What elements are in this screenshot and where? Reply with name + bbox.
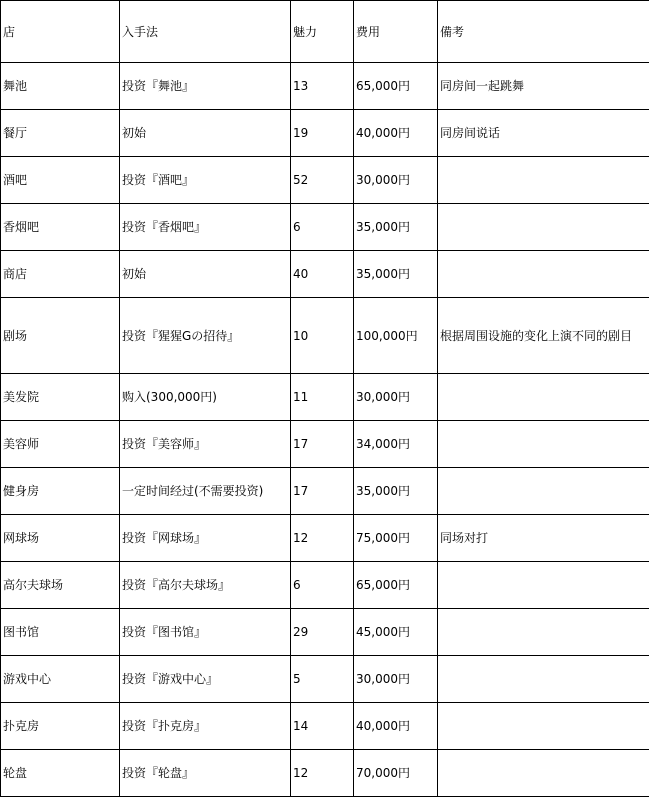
table-row — [1, 110, 649, 157]
cell-note — [438, 609, 649, 656]
cell-note — [438, 703, 649, 750]
cell-shop: 网球场 — [1, 515, 120, 562]
table-row — [1, 515, 649, 562]
table-row — [1, 157, 649, 204]
cell-method: 投资『猩猩Gの招待』 — [120, 298, 291, 374]
shop-table-body — [1, 1, 649, 797]
cell-cost: 30,000円 — [354, 374, 438, 421]
cell-method: 投资『高尔夫球场』 — [120, 562, 291, 609]
cell-method: 投资『网球场』 — [120, 515, 291, 562]
table-row — [1, 562, 649, 609]
cell-shop: 轮盘 — [1, 750, 120, 797]
cell-method: 投资『美容师』 — [120, 421, 291, 468]
cell-charm: 52 — [291, 157, 354, 204]
table-row — [1, 468, 649, 515]
cell-charm: 17 — [291, 421, 354, 468]
cell-shop: 商店 — [1, 251, 120, 298]
cell-note — [438, 157, 649, 204]
cell-note: 根据周围设施的变化上演不同的剧目 — [438, 298, 649, 374]
header-charm: 魅力 — [291, 1, 354, 63]
cell-shop: 扑克房 — [1, 703, 120, 750]
cell-cost: 35,000円 — [354, 251, 438, 298]
cell-cost: 35,000円 — [354, 468, 438, 515]
table-row — [1, 421, 649, 468]
cell-cost: 30,000円 — [354, 157, 438, 204]
cell-charm: 10 — [291, 298, 354, 374]
cell-note: 同场对打 — [438, 515, 649, 562]
cell-shop: 美发院 — [1, 374, 120, 421]
cell-note: 同房间说话 — [438, 110, 649, 157]
cell-note — [438, 562, 649, 609]
cell-cost: 35,000円 — [354, 204, 438, 251]
cell-cost: 30,000円 — [354, 656, 438, 703]
cell-method: 投资『香烟吧』 — [120, 204, 291, 251]
cell-charm: 17 — [291, 468, 354, 515]
cell-cost: 40,000円 — [354, 703, 438, 750]
cell-cost: 65,000円 — [354, 63, 438, 110]
cell-shop: 餐厅 — [1, 110, 120, 157]
table-row — [1, 63, 649, 110]
cell-charm: 12 — [291, 515, 354, 562]
cell-method: 初始 — [120, 110, 291, 157]
cell-note — [438, 421, 649, 468]
cell-charm: 11 — [291, 374, 354, 421]
cell-shop: 香烟吧 — [1, 204, 120, 251]
header-row — [1, 1, 649, 63]
cell-shop: 图书馆 — [1, 609, 120, 656]
cell-charm: 19 — [291, 110, 354, 157]
cell-shop: 高尔夫球场 — [1, 562, 120, 609]
cell-shop: 舞池 — [1, 63, 120, 110]
cell-note — [438, 750, 649, 797]
cell-method: 投资『酒吧』 — [120, 157, 291, 204]
cell-note: 同房间一起跳舞 — [438, 63, 649, 110]
cell-cost: 100,000円 — [354, 298, 438, 374]
cell-method: 投资『图书馆』 — [120, 609, 291, 656]
table-row — [1, 374, 649, 421]
cell-note — [438, 468, 649, 515]
cell-note — [438, 656, 649, 703]
cell-cost: 40,000円 — [354, 110, 438, 157]
table-row — [1, 750, 649, 797]
cell-shop: 酒吧 — [1, 157, 120, 204]
cell-note — [438, 204, 649, 251]
cell-method: 投资『舞池』 — [120, 63, 291, 110]
cell-charm: 40 — [291, 251, 354, 298]
cell-shop: 健身房 — [1, 468, 120, 515]
cell-shop: 美容师 — [1, 421, 120, 468]
cell-note — [438, 251, 649, 298]
cell-cost: 75,000円 — [354, 515, 438, 562]
cell-shop: 游戏中心 — [1, 656, 120, 703]
cell-charm: 12 — [291, 750, 354, 797]
cell-method: 投资『扑克房』 — [120, 703, 291, 750]
table-row — [1, 298, 649, 374]
table-row — [1, 703, 649, 750]
cell-cost: 70,000円 — [354, 750, 438, 797]
cell-charm: 29 — [291, 609, 354, 656]
cell-note — [438, 374, 649, 421]
table-row — [1, 656, 649, 703]
cell-method: 投资『轮盘』 — [120, 750, 291, 797]
cell-charm: 6 — [291, 204, 354, 251]
cell-charm: 14 — [291, 703, 354, 750]
header-cost: 费用 — [354, 1, 438, 63]
header-note: 備考 — [438, 1, 649, 63]
cell-method: 一定时间经过(不需要投资) — [120, 468, 291, 515]
cell-cost: 65,000円 — [354, 562, 438, 609]
cell-charm: 6 — [291, 562, 354, 609]
table-row — [1, 204, 649, 251]
cell-shop: 剧场 — [1, 298, 120, 374]
cell-method: 投资『游戏中心』 — [120, 656, 291, 703]
cell-method: 初始 — [120, 251, 291, 298]
cell-charm: 5 — [291, 656, 354, 703]
table-row — [1, 609, 649, 656]
cell-cost: 45,000円 — [354, 609, 438, 656]
cell-method: 购入(300,000円) — [120, 374, 291, 421]
header-shop: 店 — [1, 1, 120, 63]
header-method: 入手法 — [120, 1, 291, 63]
cell-cost: 34,000円 — [354, 421, 438, 468]
table-row — [1, 251, 649, 298]
cell-charm: 13 — [291, 63, 354, 110]
